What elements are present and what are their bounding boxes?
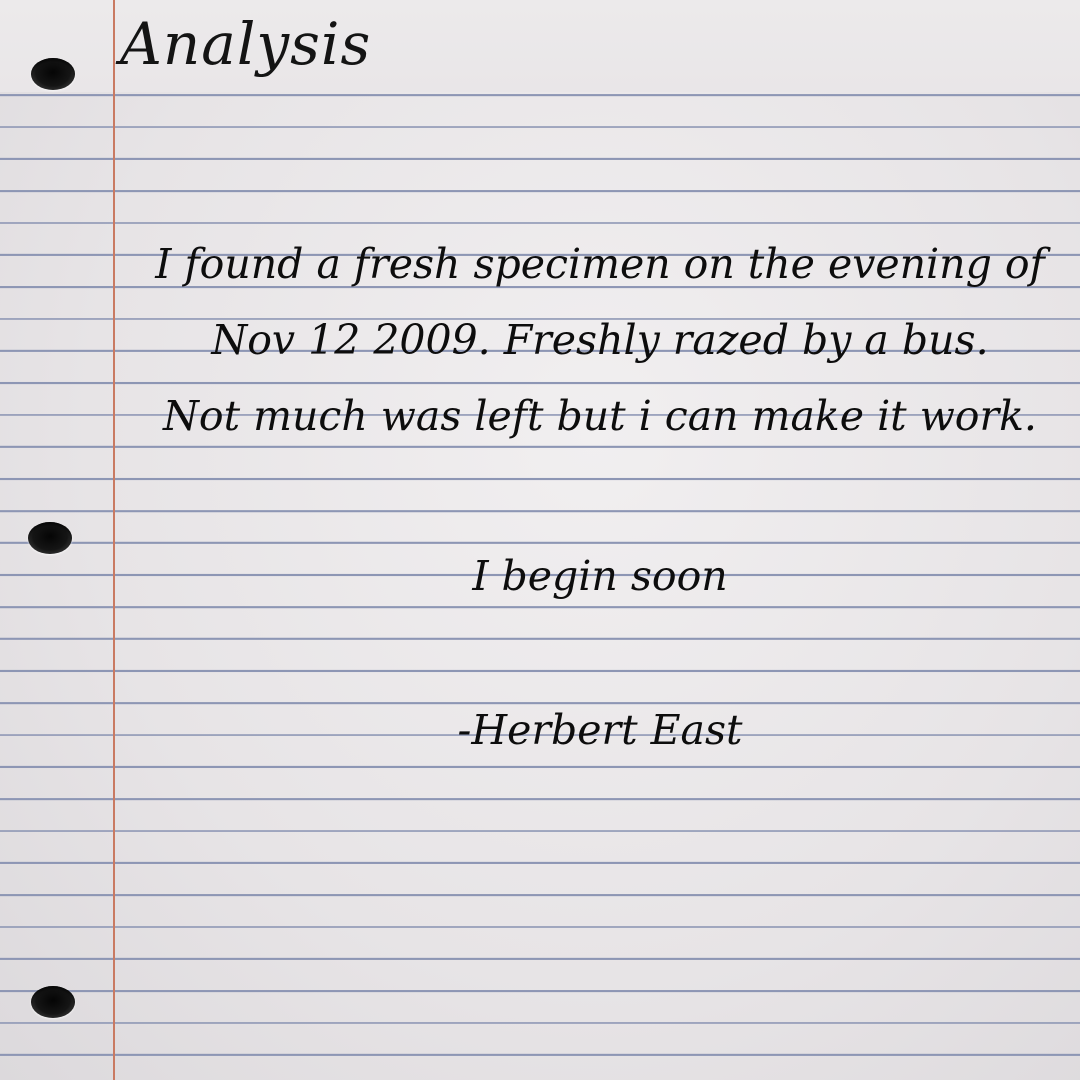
margin-line — [113, 0, 115, 1080]
entry-line-3: Not much was left but i can make it work. — [163, 392, 1037, 440]
entry-line-1: I found a fresh specimen on the evening of — [155, 240, 1045, 288]
signature: -Herbert East — [457, 706, 743, 754]
punch-hole-bottom — [31, 986, 75, 1018]
page-title: Analysis — [120, 10, 372, 78]
punch-hole-middle — [28, 522, 72, 554]
entry-line-2: Nov 12 2009. Freshly razed by a bus. — [211, 316, 989, 364]
punch-hole-top — [31, 58, 75, 90]
entry-closing: I begin soon — [472, 552, 728, 600]
